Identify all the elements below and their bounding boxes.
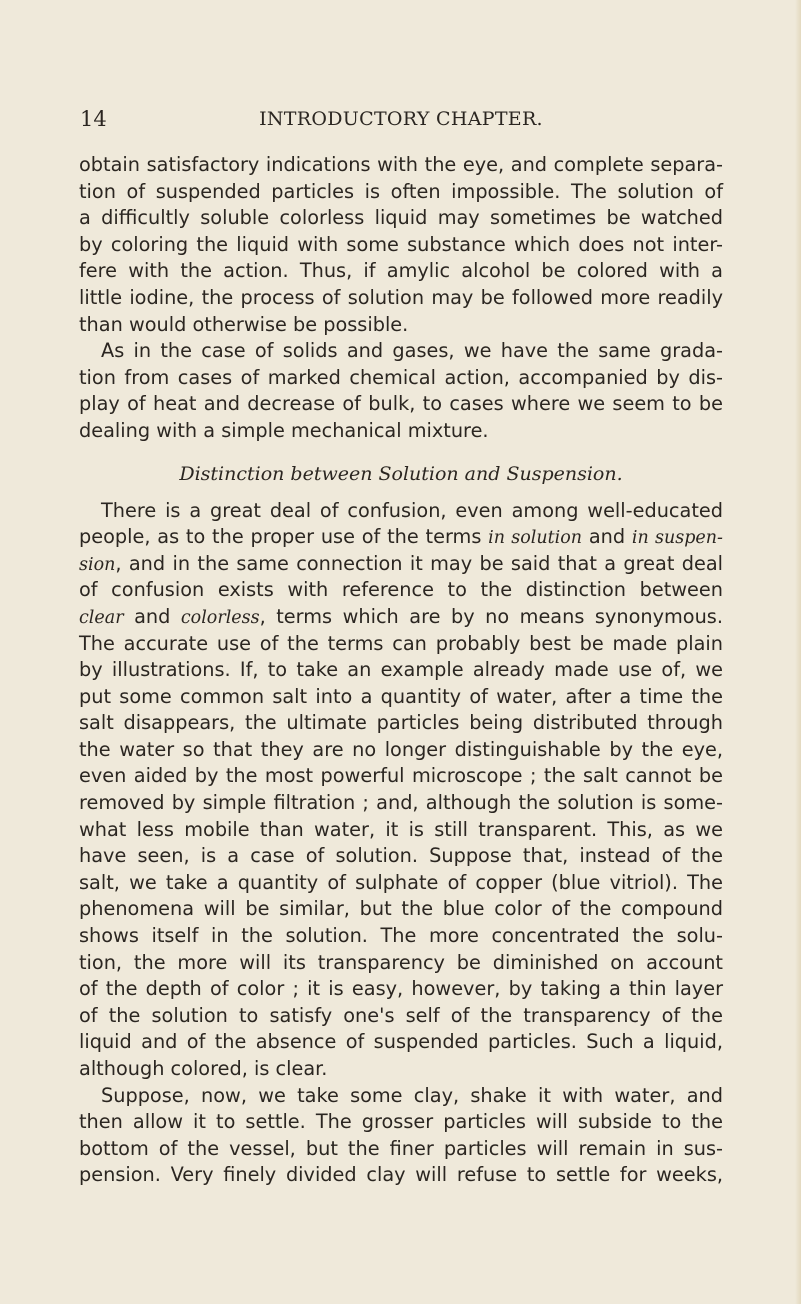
text-line: fere with the action. Thus, if amylic alcohol be colored with a — [79, 259, 723, 283]
page-edge-shadow — [795, 0, 801, 1304]
text-line: of confusion exists with reference to the distinction between — [79, 578, 723, 602]
text-line: the water so that they are no longer distinguishable by the eye, — [79, 737, 723, 761]
text-line: shows itself in the solution. The more concentrated the solu- — [79, 924, 723, 948]
italic-term: in suspen- — [631, 528, 723, 549]
text-run: , and in the same connection it may be said that a great deal — [115, 551, 723, 575]
text-line: Suppose, now, we take some clay, shake it with water, and — [101, 1083, 723, 1107]
text-line: tion, the more will its transparency be diminished on account — [79, 950, 723, 974]
text-line: bottom of the vessel, but the finer particles will remain in sus- — [79, 1136, 723, 1160]
paragraph-2 — [79, 338, 723, 444]
text-line: of the solution to satisfy one's self of the transparency of the — [79, 1003, 723, 1027]
text-line: little iodine, the process of solution may be followed more readily — [79, 285, 723, 309]
text-line: tion of suspended particles is often impossible. The solution of — [79, 179, 723, 203]
text-line: dealing with a simple mechanical mixture. — [79, 418, 489, 442]
text-run: , terms which are by no means synonymous. — [259, 604, 723, 628]
paragraph-3 — [79, 498, 723, 1083]
running-head: INTRODUCTORY CHAPTER. — [259, 108, 543, 130]
text-line: a difficultly soluble colorless liquid may sometimes be watched — [79, 206, 723, 230]
text-line: than would otherwise be possible. — [79, 312, 409, 336]
text-line: As in the case of solids and gases, we have the same grada- — [101, 339, 723, 363]
text-line: pension. Very finely divided clay will refuse to settle for weeks, — [79, 1163, 723, 1187]
text-run: people, as to the proper use of the terms — [79, 525, 489, 549]
text-line: obtain satisfactory indications with the eye, and complete separa- — [79, 153, 723, 176]
section-heading: Distinction between Solution and Suspension. — [179, 462, 623, 485]
italic-term: clear — [79, 607, 124, 628]
text-run: and — [123, 604, 181, 628]
italic-term: in solution — [488, 528, 583, 549]
text-line: by illustrations. If, to take an example already made use of, we — [79, 658, 723, 682]
text-line: then allow it to settle. The grosser particles will subside to the — [79, 1110, 723, 1134]
text-line: even aided by the most powerful microscope ; the salt cannot be — [79, 764, 723, 788]
text-line: phenomena will be similar, but the blue color of the compound — [79, 897, 723, 921]
text-line: salt, we take a quantity of sulphate of copper (blue vitriol). The — [79, 870, 723, 894]
text-line: of the depth of color ; it is easy, however, by taking a thin layer — [79, 977, 723, 1001]
text-line: removed by simple filtration ; and, although the solution is some- — [79, 791, 723, 815]
text-line: There is a great deal of confusion, even among well-educated — [101, 498, 723, 522]
page-header — [80, 106, 722, 132]
text-line: play of heat and decrease of bulk, to cases where we seem to be — [79, 392, 723, 416]
text-line: what less mobile than water, it is still transparent. This, as we — [79, 817, 723, 841]
text-line: put some common salt into a quantity of water, after a time the — [79, 684, 723, 708]
text-line: have seen, is a case of solution. Suppose that, instead of the — [79, 844, 723, 868]
text-line: by coloring the liquid with some substance which does not inter- — [79, 232, 723, 256]
text-line: salt disappears, the ultimate particles being distributed through — [79, 711, 723, 735]
text-line — [79, 551, 723, 578]
italic-term: colorless — [180, 607, 260, 628]
text-line: The accurate use of the terms can probably best be made plain — [79, 631, 723, 655]
text-line: although colored, is clear. — [79, 1057, 328, 1080]
body-text — [79, 152, 723, 1189]
text-line: tion from cases of marked chemical action, accompanied by dis- — [79, 365, 723, 389]
italic-term: sion — [79, 554, 116, 575]
paragraph-4 — [79, 1083, 723, 1189]
text-line — [79, 524, 723, 551]
page-number: 14 — [80, 107, 107, 131]
text-run: and — [582, 525, 632, 549]
text-line: liquid and of the absence of suspended particles. Such a liquid, — [79, 1030, 723, 1054]
text-line — [79, 604, 723, 631]
paragraph-1 — [79, 152, 723, 338]
